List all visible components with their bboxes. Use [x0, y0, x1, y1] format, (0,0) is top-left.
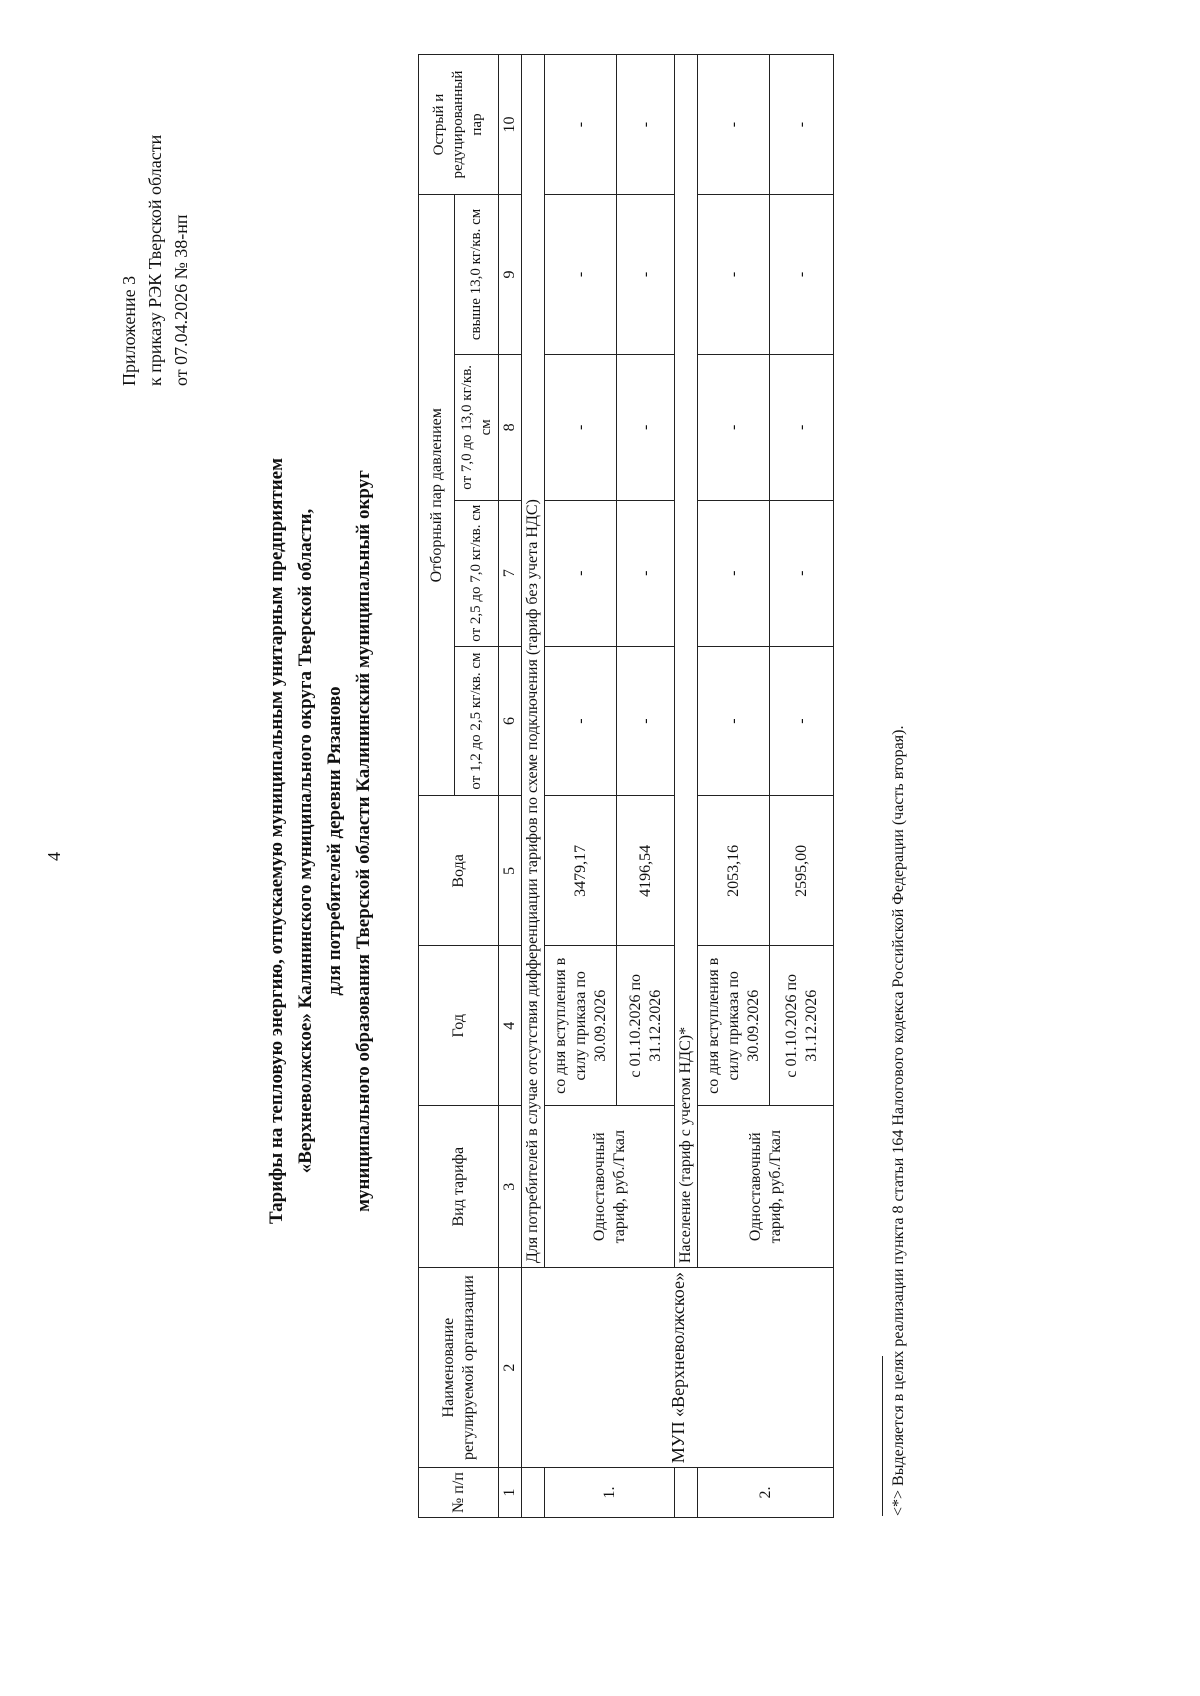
- appendix-block: [116, 135, 194, 386]
- steam-2-value: -: [617, 500, 675, 646]
- sharp-steam-value: -: [617, 55, 675, 195]
- page-number: 4: [44, 852, 64, 861]
- col-number: 7: [499, 500, 522, 646]
- col-number: 3: [499, 1106, 522, 1268]
- water-value: 3479,17: [545, 796, 617, 946]
- section-spacer: [675, 1468, 698, 1518]
- row-num-1: 1.: [545, 1468, 675, 1518]
- steam-4-value: -: [770, 195, 834, 355]
- steam-2-value: -: [545, 500, 617, 646]
- header-sharp-steam: Острый и редуцированный пар: [419, 55, 499, 195]
- col-number: 5: [499, 796, 522, 946]
- tariff-type-1: Одноставочный тариф, руб./Гкал: [545, 1106, 675, 1268]
- year-cell: с 01.10.2026 по 31.12.2026: [770, 946, 834, 1106]
- steam-3-value: -: [698, 354, 770, 500]
- header-tariff-type: Вид тарифа: [419, 1106, 499, 1268]
- footnote-divider: [882, 1356, 883, 1516]
- year-cell: со дня вступления в силу приказа по 30.09.2026: [545, 946, 617, 1106]
- steam-4-value: -: [698, 195, 770, 355]
- header-water: Вода: [419, 796, 499, 946]
- footnote: <*> Выделяется в целях реализации пункта 8 статьи 164 Налогового кодекса Российской Федерации (часть вторая).: [890, 725, 907, 1516]
- col-number: 1: [499, 1468, 522, 1518]
- steam-2-value: -: [698, 500, 770, 646]
- steam-3-value: -: [770, 354, 834, 500]
- header-steam-1: от 1,2 до 2,5 кг/кв. см: [455, 646, 499, 796]
- steam-2-value: -: [770, 500, 834, 646]
- row-num-2: 2.: [698, 1468, 834, 1518]
- year-cell: с 01.10.2026 по 31.12.2026: [617, 946, 675, 1106]
- steam-1-value: -: [770, 646, 834, 796]
- steam-1-value: -: [545, 646, 617, 796]
- title-line-4: муниципального образования Тверской области Калининский муниципальный округ: [353, 470, 374, 1212]
- document-title: [262, 326, 378, 1356]
- col-number: 6: [499, 646, 522, 796]
- appendix-line-2: к приказу РЭК Тверской области: [145, 134, 165, 386]
- tariff-table: [418, 54, 834, 1518]
- col-number: 2: [499, 1268, 522, 1468]
- header-steam-2: от 2,5 до 7,0 кг/кв. см: [455, 500, 499, 646]
- water-value: 2053,16: [698, 796, 770, 946]
- title-line-2: «Верхневолжское» Калининского муниципального округа Тверской области,: [295, 508, 316, 1174]
- header-year: Год: [419, 946, 499, 1106]
- col-number: 9: [499, 195, 522, 355]
- steam-1-value: -: [698, 646, 770, 796]
- section-title-2: Население (тариф с учетом НДС)*: [675, 55, 698, 1268]
- col-number: 10: [499, 55, 522, 195]
- steam-4-value: -: [617, 195, 675, 355]
- header-row-1: [419, 55, 455, 1518]
- sharp-steam-value: -: [770, 55, 834, 195]
- col-number: 8: [499, 354, 522, 500]
- appendix-line-3: от 07.04.2026 № 38-нп: [171, 214, 191, 386]
- col-number: 4: [499, 946, 522, 1106]
- appendix-line-1: Приложение 3: [119, 275, 139, 386]
- water-value: 4196,54: [617, 796, 675, 946]
- steam-3-value: -: [545, 354, 617, 500]
- organization-name: МУП «Верхневолжское»: [522, 1268, 834, 1468]
- header-steam-group: Отборный пар давлением: [419, 195, 455, 796]
- header-org: Наименование регулируемой организации: [419, 1268, 499, 1468]
- sharp-steam-value: -: [545, 55, 617, 195]
- title-line-3: для потребителей деревни Рязаново: [324, 686, 345, 996]
- steam-4-value: -: [545, 195, 617, 355]
- water-value: 2595,00: [770, 796, 834, 946]
- steam-3-value: -: [617, 354, 675, 500]
- header-num: № п/п: [419, 1468, 499, 1518]
- year-cell: со дня вступления в силу приказа по 30.09.2026: [698, 946, 770, 1106]
- section-row-1: [522, 55, 545, 1518]
- section-spacer: [522, 1468, 545, 1518]
- header-steam-3: от 7,0 до 13,0 кг/кв. см: [455, 354, 499, 500]
- title-line-1: Тарифы на тепловую энергию, отпускаемую муниципальным унитарным предприятием: [266, 457, 287, 1225]
- column-numbers-row: [499, 55, 522, 1518]
- sharp-steam-value: -: [698, 55, 770, 195]
- tariff-type-2: Одноставочный тариф, руб./Гкал: [698, 1106, 834, 1268]
- header-steam-4: свыше 13,0 кг/кв. см: [455, 195, 499, 355]
- steam-1-value: -: [617, 646, 675, 796]
- section-title-1: Для потребителей в случае отсутствия дифференциации тарифов по схеме подключения (тариф без учета НДС): [522, 55, 545, 1268]
